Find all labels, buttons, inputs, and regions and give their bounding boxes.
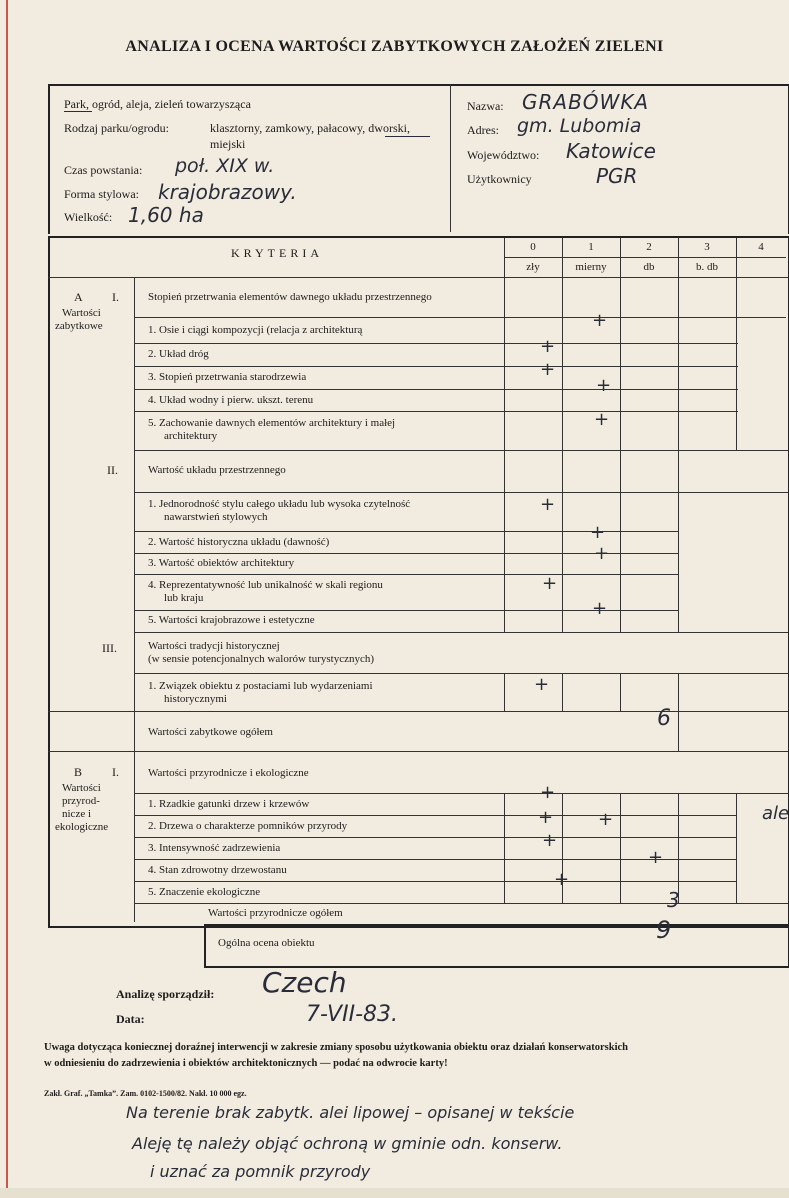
analyst-signature: Czech bbox=[262, 966, 347, 999]
b-col-0 bbox=[504, 793, 505, 903]
score-3: 3 bbox=[704, 241, 710, 253]
g2-row-4b: lub kraju bbox=[164, 592, 204, 604]
adres-value: gm. Lubomia bbox=[517, 115, 642, 137]
przyrodnicze-total-label: Wartości przyrodnicze ogółem bbox=[208, 907, 343, 919]
category-col-line bbox=[134, 277, 135, 922]
g1-r4 bbox=[134, 411, 738, 412]
date-value: 7-VII-83. bbox=[306, 1002, 398, 1027]
zabytkowe-total-value: 6 bbox=[657, 706, 671, 731]
g1-row-2: 2. Układ dróg bbox=[148, 348, 209, 360]
rodzaj-options-2: miejski bbox=[210, 137, 246, 151]
handwritten-note-2: Aleję tę należy objąć ochroną w gminie odn. konserw. bbox=[132, 1134, 563, 1153]
g2-row-1: 1. Jednorodność stylu całego układu lub wysoka czytelność bbox=[148, 498, 411, 510]
tick-mark: + bbox=[534, 674, 550, 695]
forma-label: Forma stylowa: bbox=[64, 187, 139, 201]
g2-row-2: 2. Wartość historyczna układu (dawność) bbox=[148, 536, 330, 548]
tick-mark: + bbox=[594, 543, 610, 564]
g1-r2 bbox=[134, 366, 738, 367]
tick-mark: + bbox=[648, 847, 664, 868]
intervention-note-2: w odniesieniu do zadrzewienia i obiektów architektonicznych — podać na odwrocie karty! bbox=[44, 1058, 448, 1069]
wojewodztwo-label: Województwo: bbox=[467, 148, 540, 162]
tick-mark: + bbox=[592, 310, 608, 331]
g3-col-2 bbox=[620, 673, 621, 711]
rodzaj-label: Rodzaj parku/ogrodu: bbox=[64, 121, 169, 135]
tick-mark: + bbox=[540, 782, 556, 803]
col-line-4 bbox=[736, 238, 737, 450]
g1-r1 bbox=[134, 343, 738, 344]
tick-mark: + bbox=[592, 598, 608, 619]
group1-heading: Stopień przetrwania elementów dawnego układu przestrzennego bbox=[148, 291, 432, 303]
g3-row-1b: historycznymi bbox=[164, 693, 227, 705]
wielkosc-label: Wielkość: bbox=[64, 210, 113, 224]
score-label-0: zły bbox=[526, 261, 540, 273]
tick-mark: + bbox=[542, 830, 558, 851]
uzytkownicy-label: Użytkownicy bbox=[467, 172, 532, 186]
g2-row-3: 3. Wartość obiektów architektury bbox=[148, 557, 295, 569]
analyst-label: Analizę sporządził: bbox=[116, 987, 215, 1001]
header-row-bottom bbox=[48, 277, 788, 278]
criteria-heading: KRYTERIA bbox=[231, 246, 323, 260]
g2-row-5: 5. Wartości krajobrazowe i estetyczne bbox=[148, 614, 315, 626]
handwritten-note-3: i uznać za pomnik przyrody bbox=[150, 1162, 371, 1181]
g1-row-4: 4. Układ wodny i pierw. ukszt. terenu bbox=[148, 394, 314, 406]
park-underline bbox=[64, 111, 92, 112]
b-r4 bbox=[134, 881, 736, 882]
b-r3 bbox=[134, 859, 736, 860]
g1-r3 bbox=[134, 389, 738, 390]
nazwa-value: GRABÓWKA bbox=[522, 90, 650, 114]
score-label-3: b. db bbox=[696, 261, 718, 273]
section-b-label-3: nicze i bbox=[62, 808, 92, 820]
przyrodnicze-total-value: 3 bbox=[667, 888, 680, 912]
wielkosc-value: 1,60 ha bbox=[128, 203, 204, 227]
col-line-1 bbox=[562, 238, 563, 632]
section-b-letter: B bbox=[74, 765, 83, 779]
g3-row-1: 1. Związek obiektu z postaciami lub wydarzeniami bbox=[148, 680, 373, 692]
tick-mark: + bbox=[540, 359, 556, 380]
b-r1 bbox=[134, 815, 736, 816]
section-a-roman-2: II. bbox=[107, 463, 118, 477]
header-divider bbox=[450, 84, 451, 232]
section-a-roman-1: I. bbox=[112, 290, 119, 304]
b-top bbox=[134, 793, 788, 794]
b-row-1: 1. Rzadkie gatunki drzew i krzewów bbox=[148, 798, 310, 810]
object-type-line: Park, ogród, aleja, zieleń towarzysząca bbox=[64, 97, 251, 111]
section-a-label-2: zabytkowe bbox=[55, 320, 103, 332]
g3-bottom bbox=[48, 711, 788, 712]
g2-r3 bbox=[134, 574, 678, 575]
g2-top bbox=[134, 492, 788, 493]
group3-heading-2: (w sensie potencjonalnych walorów turystycznych) bbox=[148, 653, 375, 665]
g1-top bbox=[134, 317, 786, 318]
section-a-roman-3: III. bbox=[102, 641, 117, 655]
tick-mark: + bbox=[594, 409, 610, 430]
b-bottom bbox=[134, 903, 788, 904]
tick-mark: + bbox=[596, 375, 612, 396]
nazwa-label: Nazwa: bbox=[467, 99, 504, 113]
section-b-roman: I. bbox=[112, 765, 119, 779]
date-label: Data: bbox=[116, 1012, 145, 1026]
tick-mark: + bbox=[542, 573, 558, 594]
intervention-note-1: Uwaga dotycząca koniecznej doraźnej interwencji w zakresie zmiany sposobu użytkowania obiektu oraz działań konserwatorskich bbox=[44, 1042, 628, 1053]
col-line-2 bbox=[620, 238, 621, 632]
tick-mark: + bbox=[590, 522, 606, 543]
total-a-bottom bbox=[48, 751, 788, 752]
rodzaj-options: klasztorny, zamkowy, pałacowy, dworski, bbox=[210, 121, 410, 135]
score-0: 0 bbox=[530, 241, 536, 253]
b-group-heading: Wartości przyrodnicze i ekologiczne bbox=[148, 767, 309, 779]
printer-line: Zakł. Graf. „Tamka”. Zam. 0102-1500/82. Nakł. 10 000 egz. bbox=[44, 1089, 247, 1098]
section-b-label-2: przyrod- bbox=[62, 795, 100, 807]
forma-value: krajobrazowy. bbox=[158, 180, 297, 204]
side-note: ale bbox=[762, 803, 789, 824]
g3-col-0 bbox=[504, 673, 505, 711]
b-col-3 bbox=[678, 793, 679, 903]
b-row-2: 2. Drzewa o charakterze pomników przyrody bbox=[148, 820, 348, 832]
b-row-4: 4. Stan zdrowotny drzewostanu bbox=[148, 864, 287, 876]
g3-col-1 bbox=[562, 673, 563, 711]
czas-label: Czas powstania: bbox=[64, 163, 143, 177]
score-label-2: db bbox=[643, 261, 655, 273]
tick-mark: + bbox=[598, 809, 614, 830]
g1-row-5b: architektury bbox=[164, 430, 218, 442]
section-b-label-1: Wartości bbox=[62, 782, 101, 794]
adres-label: Adres: bbox=[467, 123, 499, 137]
page-title: ANALIZA I OCENA WARTOŚCI ZABYTKOWYCH ZAŁOŻEŃ ZIELENI bbox=[125, 38, 664, 55]
b-col-4 bbox=[736, 793, 737, 903]
handwritten-note-1: Na terenie brak zabytk. alei lipowej – opisanej w tekście bbox=[126, 1103, 575, 1122]
g3-col-3 bbox=[678, 673, 679, 751]
g1-row-3: 3. Stopień przetrwania starodrzewia bbox=[148, 371, 307, 383]
czas-value: poł. XIX w. bbox=[175, 155, 275, 177]
g1-bottom bbox=[134, 450, 788, 451]
g1-row-5: 5. Zachowanie dawnych elementów architektury i małej bbox=[148, 417, 396, 429]
b-row-3: 3. Intensywność zadrzewienia bbox=[148, 842, 281, 854]
dworski-underline bbox=[385, 136, 430, 137]
page-edge-line bbox=[6, 0, 8, 1198]
g1-row-1: 1. Osie i ciągi kompozycji (relacja z architekturą bbox=[148, 324, 363, 336]
tick-mark: + bbox=[540, 336, 556, 357]
group3-heading-1: Wartości tradycji historycznej bbox=[148, 640, 280, 652]
tick-mark: + bbox=[538, 807, 554, 828]
g2-row-1b: nawarstwień stylowych bbox=[164, 511, 268, 523]
group2-heading: Wartość układu przestrzennego bbox=[148, 464, 286, 476]
b-r2 bbox=[134, 837, 736, 838]
b-col-2 bbox=[620, 793, 621, 903]
wojewodztwo-value: Katowice bbox=[566, 139, 656, 163]
col-line-3 bbox=[678, 238, 679, 632]
section-a-letter: A bbox=[74, 290, 83, 304]
g2-row-4: 4. Reprezentatywność lub unikalność w skali regionu bbox=[148, 579, 383, 591]
g3-top bbox=[134, 673, 788, 674]
score-mid-line bbox=[504, 257, 786, 258]
tick-mark: + bbox=[540, 494, 556, 515]
zabytkowe-total-label: Wartości zabytkowe ogółem bbox=[148, 726, 273, 738]
section-b-label-4: ekologiczne bbox=[55, 821, 109, 833]
section-a-label-1: Wartości bbox=[62, 307, 101, 319]
col-line-0 bbox=[504, 238, 505, 632]
b-row-5: 5. Znaczenie ekologiczne bbox=[148, 886, 261, 898]
overall-label: Ogólna ocena obiektu bbox=[218, 937, 315, 949]
score-label-1: mierny bbox=[575, 261, 607, 273]
score-2: 2 bbox=[646, 241, 652, 253]
page-bottom-edge bbox=[0, 1188, 789, 1198]
overall-value: 9 bbox=[656, 916, 672, 944]
g2-bottom bbox=[134, 632, 788, 633]
uzytkownicy-value: PGR bbox=[596, 164, 638, 188]
tick-mark: + bbox=[554, 869, 570, 890]
score-1: 1 bbox=[588, 241, 594, 253]
score-4: 4 bbox=[758, 241, 764, 253]
